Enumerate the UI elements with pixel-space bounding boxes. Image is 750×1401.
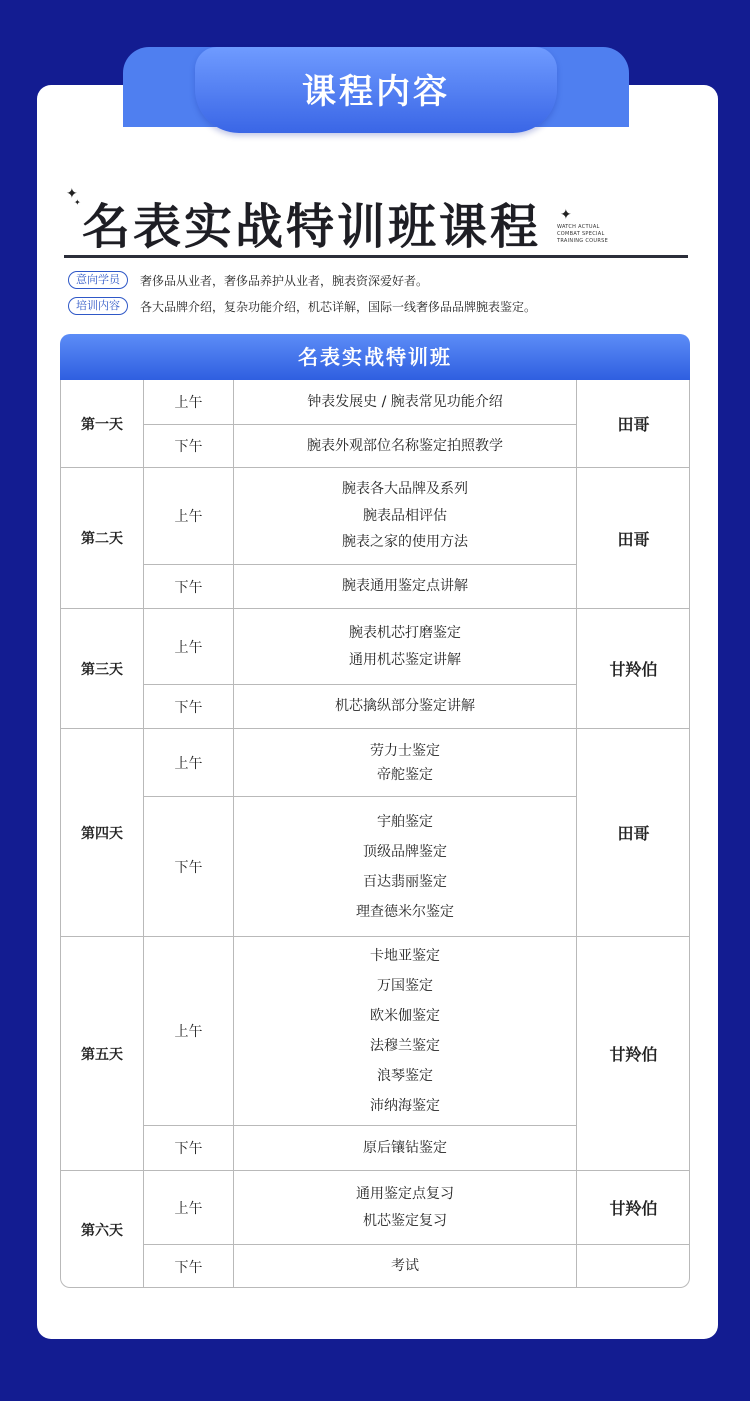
- period-label: 下午: [144, 1245, 234, 1288]
- topic-item: 通用鉴定点复习: [356, 1186, 454, 1202]
- sparkle-right-icon: ✦: [560, 207, 572, 223]
- topic-item: 劳力士鉴定: [370, 742, 440, 759]
- topic-item: 理查德米尔鉴定: [356, 903, 454, 920]
- topic-item: 考试: [391, 1258, 419, 1275]
- period-label: 下午: [144, 565, 234, 609]
- info-tag: 培训内容: [68, 297, 128, 315]
- topic-item: 欧米伽鉴定: [370, 1008, 440, 1024]
- topic-item: 沛纳海鉴定: [370, 1098, 440, 1114]
- period-label: 上午: [144, 729, 234, 797]
- topic-item: 腕表通用鉴定点讲解: [342, 578, 468, 595]
- topic-item: 百达翡丽鉴定: [363, 873, 447, 890]
- topic-cell: [234, 685, 577, 729]
- info-row-training-content: [68, 296, 536, 316]
- topic-item: 腕表之家的使用方法: [342, 534, 468, 551]
- title-underline: [64, 255, 688, 258]
- info-tag: 意向学员: [68, 271, 128, 289]
- teacher-empty-cell: [577, 1245, 690, 1288]
- topic-cell: [234, 609, 577, 685]
- topic-item: 顶级品牌鉴定: [363, 843, 447, 860]
- period-label: 下午: [144, 425, 234, 468]
- topic-item: 帝舵鉴定: [377, 766, 433, 783]
- topic-cell: [234, 425, 577, 468]
- day-label: 第四天: [61, 729, 144, 937]
- topic-item: 腕表品相评估: [363, 507, 447, 524]
- topic-item: 钟表发展史 / 腕表常见功能介绍: [307, 393, 503, 410]
- info-text: 奢侈品从业者，奢侈品养护从业者，腕表资深爱好者。: [140, 273, 429, 288]
- topic-cell: [234, 1171, 577, 1245]
- topic-cell: [234, 1126, 577, 1171]
- english-subtitle: [557, 224, 608, 245]
- info-row-target-students: [68, 270, 428, 290]
- topic-item: 机芯鉴定复习: [363, 1212, 447, 1229]
- info-text: 各大品牌介绍，复杂功能介绍，机芯详解，国际一线奢侈品品牌腕表鉴定。: [140, 299, 537, 314]
- topic-item: 万国鉴定: [377, 978, 433, 994]
- day-label: 第五天: [61, 937, 144, 1171]
- period-label: 上午: [144, 468, 234, 565]
- topic-cell: [234, 1245, 577, 1288]
- header-tab-title: 课程内容: [302, 72, 450, 112]
- day-label: 第三天: [61, 609, 144, 729]
- period-label: 上午: [144, 1171, 234, 1245]
- period-label: 上午: [144, 609, 234, 685]
- teacher-name: 田哥: [577, 729, 690, 937]
- topic-cell: [234, 797, 577, 937]
- topic-cell: [234, 729, 577, 797]
- topic-cell: [234, 380, 577, 425]
- english-subtitle-line: COMBAT SPECIAL: [557, 231, 605, 237]
- topic-cell: [234, 468, 577, 565]
- topic-item: 腕表机芯打磨鉴定: [349, 625, 461, 641]
- day-label: 第一天: [61, 380, 144, 468]
- english-subtitle-line: TRAINING COURSE: [557, 238, 609, 244]
- day-label: 第二天: [61, 468, 144, 609]
- period-label: 上午: [144, 380, 234, 425]
- sparkle-icon: ✦: [66, 186, 78, 202]
- period-label: 上午: [144, 937, 234, 1126]
- schedule-title: 名表实战特训班: [60, 334, 690, 380]
- teacher-name: 甘羚伯: [577, 937, 690, 1171]
- schedule-table: [60, 380, 690, 1288]
- topic-item: 浪琴鉴定: [377, 1068, 433, 1084]
- english-subtitle-line: WATCH ACTUAL: [557, 224, 600, 230]
- topic-item: 卡地亚鉴定: [370, 948, 440, 964]
- sparkle-small-icon: ✦: [74, 198, 81, 207]
- teacher-name: 田哥: [577, 468, 690, 609]
- topic-item: 法穆兰鉴定: [370, 1038, 440, 1054]
- topic-item: 腕表外观部位名称鉴定拍照教学: [307, 437, 503, 454]
- topic-cell: [234, 937, 577, 1126]
- period-label: 下午: [144, 797, 234, 937]
- period-label: 下午: [144, 685, 234, 729]
- teacher-name: 甘羚伯: [577, 609, 690, 729]
- page-title: 名表实战特训班课程: [82, 199, 542, 255]
- teacher-name: 甘羚伯: [577, 1171, 690, 1245]
- topic-item: 宇舶鉴定: [377, 813, 433, 830]
- period-label: 下午: [144, 1126, 234, 1171]
- topic-item: 原后镶钻鉴定: [363, 1139, 447, 1156]
- topic-item: 通用机芯鉴定讲解: [349, 651, 461, 668]
- topic-item: 机芯擒纵部分鉴定讲解: [335, 698, 475, 715]
- day-label: 第六天: [61, 1171, 144, 1288]
- topic-item: 腕表各大品牌及系列: [342, 481, 468, 498]
- teacher-name: 田哥: [577, 380, 690, 468]
- topic-cell: [234, 565, 577, 609]
